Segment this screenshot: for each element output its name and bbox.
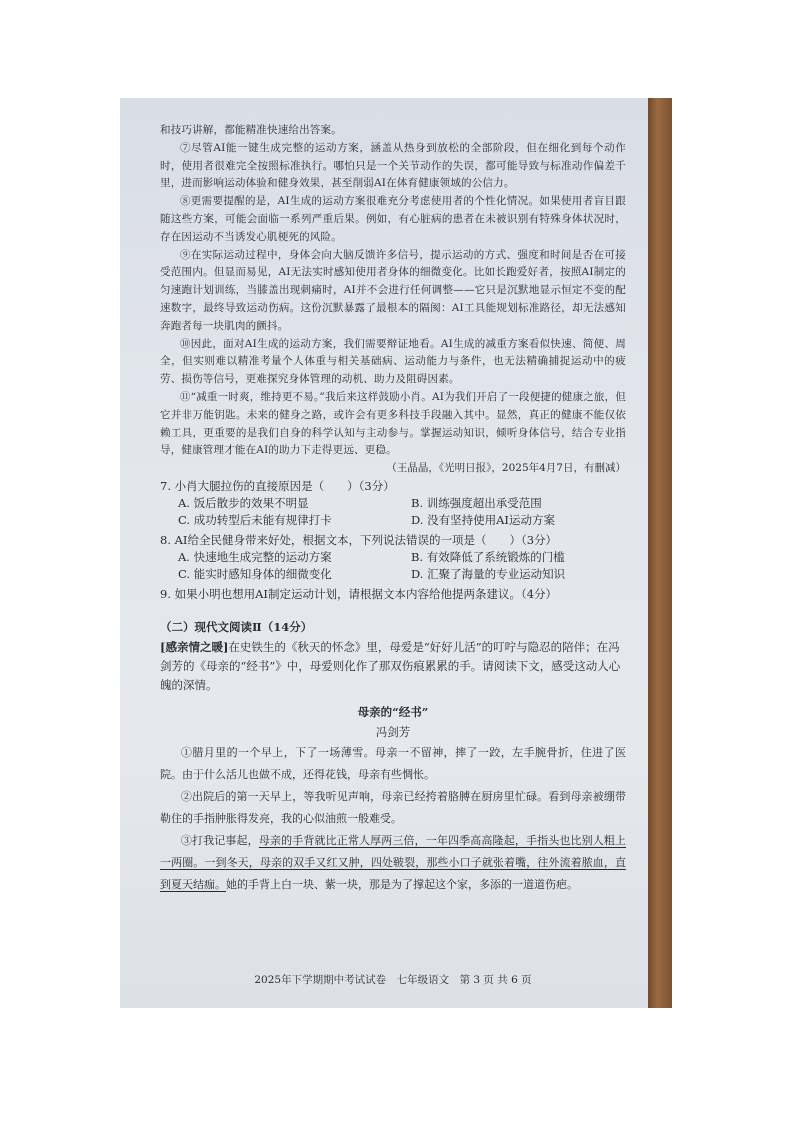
section-intro [160, 638, 626, 695]
option: B. 训练强度超出承受范围 [411, 496, 542, 511]
option: D. 汇聚了海量的专业运动知识 [411, 567, 566, 582]
option: C. 能实时感知身体的细微变化 [178, 567, 332, 582]
source-citation: （王晶晶，《光明日报》，2025年4月7日，有删减） [386, 462, 626, 475]
wooden-table-edge [648, 98, 672, 1008]
question-7 [160, 478, 626, 529]
paragraph: ⑧更需要提醒的是，AI生成的运动方案很难充分考虑使用者的个性化情况。如果使用者盲目跟随这些方案，可能会面临一系列严重后果。例如，有心脏病的患者在未被识别有特殊身体状况时，存在因运动不当诱发心肌梗死的风险。 [160, 195, 626, 243]
option: A. 快速地生成完整的运动方案 [178, 550, 332, 565]
paragraph: ⑦尽管AI能一键生成完整的运动方案，涵盖从热身到放松的全部阶段，但在细化到每个动作时，使用者很难完全按照标准执行。哪怕只是一个关节动作的失误，都可能导致与标准动作偏差千里，进而影响运动体验和健身效果，甚至削弱AI在体育健康领域的公信力。 [160, 141, 626, 190]
paragraph [160, 830, 626, 896]
option: B. 有效降低了系统锻炼的门槛 [411, 550, 565, 565]
paragraph-end: 她的手背上白一块、紫一块，那是为了撑起这个家，多添的一道道伤疤。 [226, 878, 578, 892]
reading-passage-top [160, 122, 626, 460]
question-stem: 8. AI给全民健身带来好处，根据文本，下列说法错误的一项是（ ）（3分） [160, 533, 558, 548]
paragraph: 和技巧讲解，都能精准快速给出答案。 [160, 124, 342, 136]
paragraph: ⑩因此，面对AI生成的运动方案，我们需要辩证地看。AI生成的减重方案看似快速、简便、周全，但实则难以精准考量个人体重与相关基础病、运动能力与条件，也无法精确捕捉运动中的疲劳、损伤等信号，更难探究身体管理的动机、助力及阻碍因素。 [160, 337, 626, 386]
paragraph: ⑨在实际运动过程中，身体会向大脑反馈许多信号，提示运动的方式、强度和时间是否在可接受范围内。但显而易见，AI无法实时感知使用者身体的细微变化。比如长跑爱好者，按照AI制定的匀速跑计划训练，当膝盖出现刺痛时，AI并不会进行任何调整——它只是沉默地显示恒定不变的配速数字，最终导致运动伤病。这份沉默暴露了最根本的隔阂：AI工具能规划标准路径，却无法感知奔跑者每一块肌肉的颤抖。 [160, 248, 626, 332]
photographed-exam-page [120, 98, 672, 1008]
article-body [160, 742, 626, 896]
option: D. 没有坚持使用AI运动方案 [411, 513, 555, 528]
question-8 [160, 532, 626, 583]
intro-text: 在史铁生的《秋天的怀念》里，母爱是“好好儿活”的叮咛与隐忍的陪伴；在冯剑芳的《母亲的“经书”》中，母爱则化作了那双伤痕累累的手。请阅读下文，感受这动人心魄的深情。 [160, 640, 621, 693]
exam-paper [160, 122, 627, 986]
paragraph: ⑪“减重一时爽，维持更不易。”我后来这样鼓励小肖。AI为我们开启了一段便捷的健康之旅，但它并非万能钥匙。未来的健身之路，或许会有更多科技手段融入其中。显然，真正的健康不能仅依赖工具，更重要的是我们自身的科学认知与主动参与。掌握运动知识，倾听身体信号，结合专业指导，健康管理才能在AI的助力下走得更远、更稳。 [160, 390, 626, 457]
article-author: 冯剑芳 [375, 725, 411, 740]
paragraph: ①腊月里的一个早上，下了一场薄雪。母亲一不留神，摔了一跤，左手腕骨折，住进了医院。由于什么活儿也做不成，还得花钱，母亲有些惆怅。 [160, 746, 626, 782]
paragraph: ②出院后的第一天早上，等我听见声响，母亲已经挎着胳膊在厨房里忙碌。看到母亲被绷带勒住的手指肿胀得发亮，我的心似油煎一般难受。 [160, 790, 626, 826]
option: C. 成功转型后未能有规律打卡 [178, 513, 332, 528]
underlined-sentence: 母亲的手背就比正常人厚两三倍，一年四季高高隆起，手指头也比别人粗上一两圈。一到冬天，母亲的双手又红又肿，四处皲裂，那些小口子就张着嘴，往外流着脓血，直到夏天结痂。 [160, 834, 627, 892]
question-stem: 9. 如果小明也想用AI制定运动计划，请根据文本内容给他提两条建议。（4分） [160, 587, 558, 602]
paragraph-start: ③打我记事起， [180, 834, 259, 848]
question-stem: 7. 小肖大腿拉伤的直接原因是（ ）（3分） [160, 479, 395, 494]
article-title: 母亲的“经书” [357, 705, 429, 720]
page-footer: 2025年下学期期中考试试卷 七年级语文 第 3 页 共 6 页 [254, 974, 532, 986]
intro-tag: [感亲情之暖] [160, 640, 229, 655]
question-9 [160, 586, 626, 603]
option: A. 饭后散步的效果不明显 [178, 496, 309, 511]
section-heading: （二）现代文阅读Ⅱ（14分） [160, 620, 313, 635]
